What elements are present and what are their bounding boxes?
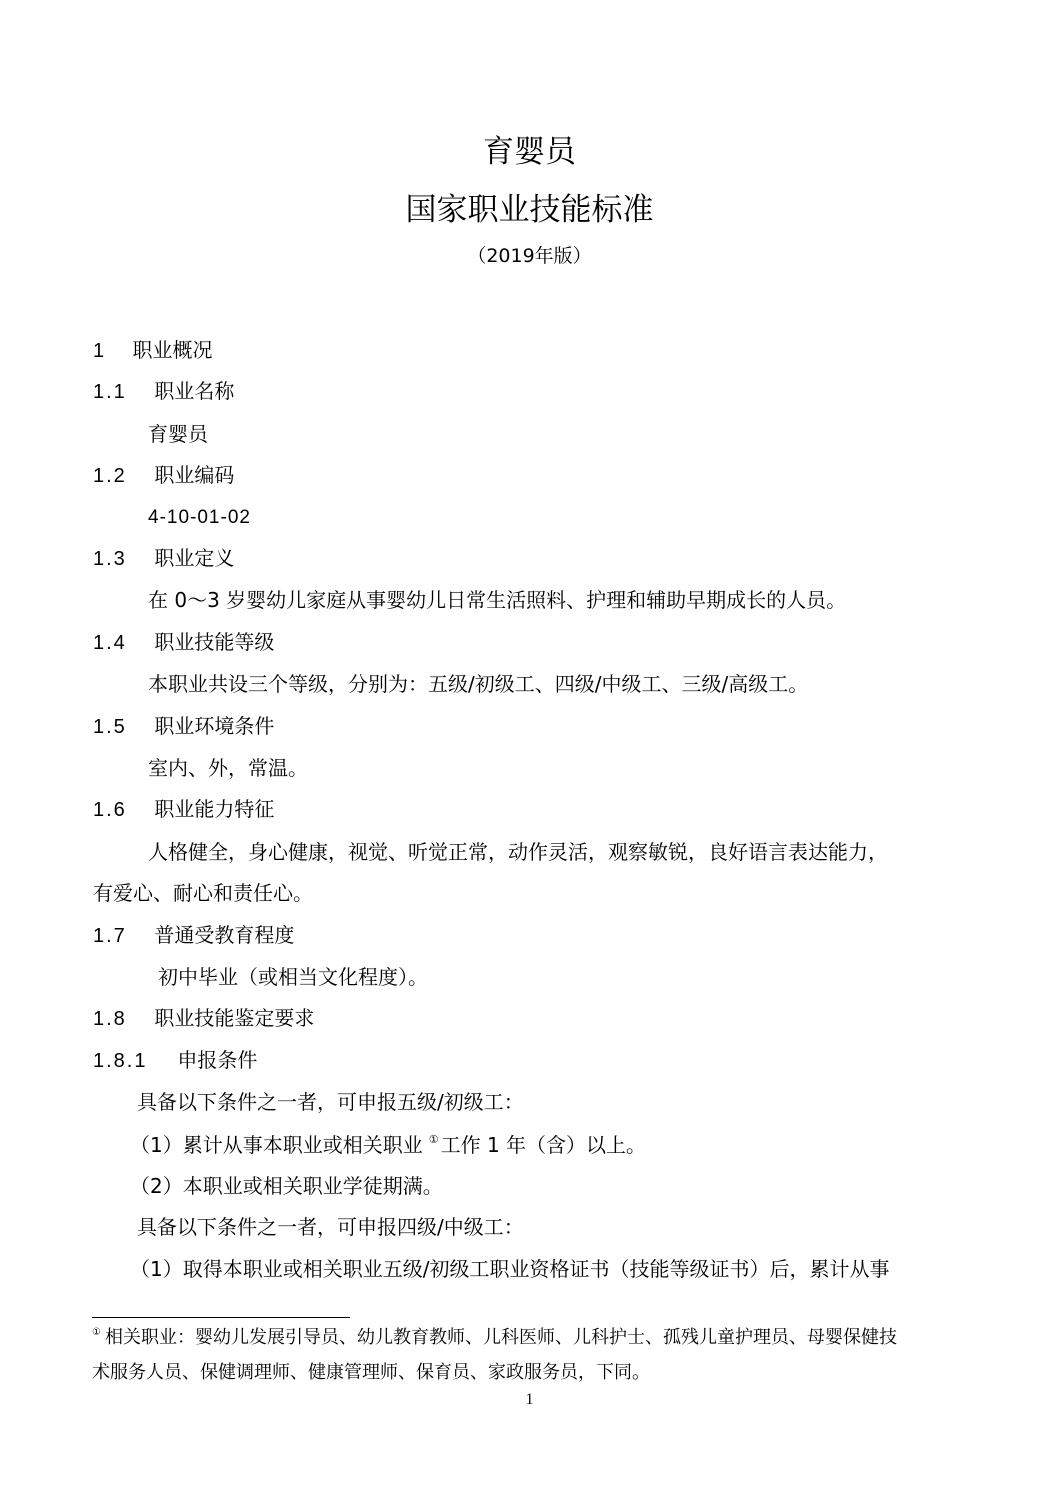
section-number: 1.8.1 (93, 1050, 148, 1072)
section-title: 职业技能鉴定要求 (154, 1006, 315, 1030)
section-1-1-heading (93, 381, 234, 402)
footnote-line-1 (92, 1328, 897, 1347)
level5-item-2: （2）本职业或相关职业学徒期满。 (130, 1174, 443, 1198)
section-title: 职业概况 (132, 338, 213, 362)
section-number: 1.4 (93, 632, 127, 654)
section-title: 申报条件 (177, 1048, 258, 1072)
footnote-line-2: 术服务人员、保健调理师、健康管理师、保育员、家政服务员，下同。 (92, 1362, 650, 1383)
section-1-4-text: 本职业共设三个等级，分别为：五级/初级工、四级/中级工、三级/高级工。 (148, 672, 809, 696)
section-1-4-heading (93, 632, 274, 653)
level5-item-1-text-end: 工作 1 年（含）以上。 (440, 1133, 647, 1157)
footnote-reference[interactable]: ① (428, 1133, 439, 1146)
section-1-5-heading (93, 716, 274, 737)
section-1-6-text-line2: 有爱心、耐心和责任心。 (93, 881, 313, 905)
section-title: 职业技能等级 (154, 630, 275, 654)
level5-item-1 (130, 1134, 646, 1155)
section-1-5-text: 室内、外，常温。 (148, 756, 308, 780)
section-1-8-1-heading (93, 1050, 257, 1071)
section-number: 1.1 (93, 381, 127, 403)
document-subtitle: 国家职业技能标准 (405, 192, 654, 228)
section-1-6-heading (93, 799, 274, 820)
section-1-heading (93, 340, 212, 361)
section-number: 1.8 (93, 1008, 127, 1030)
document-title: 育婴员 (483, 134, 576, 170)
section-number: 1.6 (93, 799, 127, 821)
section-number: 1.7 (93, 925, 127, 947)
section-number: 1.5 (93, 716, 127, 738)
page-number: 1 (525, 1391, 534, 1408)
section-1-8-heading (93, 1008, 314, 1029)
level5-item-1-text: （1）累计从事本职业或相关职业 (130, 1133, 423, 1157)
section-title: 职业定义 (154, 546, 235, 570)
section-title: 职业能力特征 (154, 797, 275, 821)
section-number: 1.3 (93, 548, 127, 570)
section-title: 职业环境条件 (154, 714, 275, 738)
section-number: 1 (93, 340, 107, 362)
level4-intro: 具备以下条件之一者，可申报四级/中级工： (137, 1215, 524, 1239)
section-1-1-text: 育婴员 (148, 422, 208, 446)
section-1-7-text: 初中毕业（或相当文化程度）。 (158, 965, 428, 989)
section-number: 1.2 (93, 465, 127, 487)
level4-item-1: （1）取得本职业或相关职业五级/初级工职业资格证书（技能等级证书）后，累计从事 (130, 1257, 890, 1281)
section-title: 普通受教育程度 (154, 923, 295, 947)
section-1-2-heading (93, 465, 234, 486)
occupation-code: 4-10-01-02 (148, 507, 251, 528)
section-1-7-heading (93, 925, 294, 946)
level5-intro: 具备以下条件之一者，可申报五级/初级工： (137, 1090, 524, 1114)
section-1-6-text-line1: 人格健全，身心健康，视觉、听觉正常，动作灵活，观察敏锐，良好语言表达能力， (148, 840, 888, 864)
section-title: 职业名称 (154, 379, 235, 403)
section-1-3-heading (93, 548, 234, 569)
section-title: 职业编码 (154, 463, 235, 487)
footnote-text: 相关职业：婴幼儿发展引导员、幼儿教育教师、儿科医师、儿科护士、孤残儿童护理员、母婴保健技 (104, 1327, 897, 1348)
footnote-mark: ① (92, 1327, 101, 1338)
footnote-divider (92, 1317, 350, 1318)
edition-label: （2019年版） (467, 245, 592, 267)
section-1-3-text: 在 0～3 岁婴幼儿家庭从事婴幼儿日常生活照料、护理和辅助早期成长的人员。 (148, 588, 847, 612)
